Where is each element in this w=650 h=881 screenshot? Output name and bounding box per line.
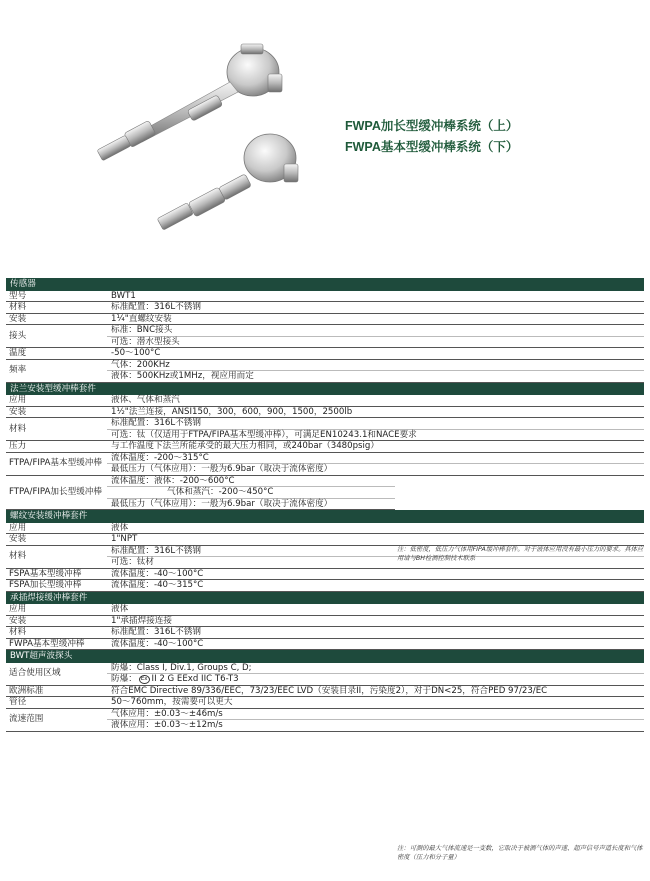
- table-row: [6, 627, 644, 639]
- row-label: 欧洲标准: [6, 686, 107, 698]
- row-value: 流体温度：-40～315°C: [107, 580, 644, 592]
- row-label: FWPA基本型缓冲棒: [6, 639, 107, 651]
- table-row: [6, 663, 644, 686]
- buffer-rod-illustration: [70, 30, 310, 245]
- row-label: FSPA加长型缓冲棒: [6, 580, 107, 592]
- caption-line-1: FWPA加长型缓冲棒系统（上）: [345, 119, 519, 133]
- row-label: 应用: [6, 604, 107, 616]
- section-header-flange: 法兰安装型缓冲棒套件: [6, 383, 644, 396]
- row-value: BWT1: [107, 291, 644, 303]
- bwt-note: 注：可测的最大气体流速是一变数，它取决于被测气体的声速、超声信号声道长度和气体密度（压力和分子量）: [397, 845, 643, 861]
- row-label: FTPA/FIPA基本型缓冲棒: [6, 453, 107, 476]
- table-row: [6, 616, 644, 628]
- row-value: 可选：钛材: [107, 557, 644, 569]
- table-row: [6, 534, 644, 546]
- ex-mark-icon: Ex: [140, 675, 148, 682]
- row-value: [107, 674, 644, 686]
- table-row: [6, 639, 644, 651]
- spec-table: [6, 278, 644, 732]
- table-row: [6, 360, 644, 383]
- row-value: 标准：BNC接头: [107, 325, 644, 337]
- section-header-thread: 螺纹安装缓冲棒套件: [6, 510, 644, 523]
- row-value: 流体温度：-40～100°C: [107, 569, 644, 581]
- row-value: 1"NPT: [107, 534, 644, 546]
- table-row: [6, 580, 644, 592]
- row-label: 安装: [6, 314, 107, 326]
- row-label: 材料: [6, 302, 107, 314]
- table-row: [6, 523, 644, 535]
- table-row: [6, 453, 644, 476]
- table-row: [6, 302, 644, 314]
- row-value: 标准配置：316L不锈钢: [107, 546, 644, 558]
- row-label: 流速范围: [6, 709, 107, 732]
- row-value: 气体和蒸汽：-200～450°C: [107, 487, 395, 499]
- table-row: [6, 441, 644, 453]
- row-value: 流体温度：液体：-200～600°C: [107, 476, 395, 488]
- table-row: [6, 604, 644, 616]
- flange-note: 注：低密度，低压力气体用FIPA缓冲棒套件。对于液体应用没有最小压力的要求。具体应用请与BH检测控制技术联系: [397, 546, 644, 562]
- row-label: 材料: [6, 627, 107, 639]
- row-value: 标准配置：316L不锈钢: [107, 627, 644, 639]
- row-label: FSPA基本型缓冲棒: [6, 569, 107, 581]
- table-row: [6, 697, 644, 709]
- row-label: 管径: [6, 697, 107, 709]
- row-label: FTPA/FIPA加长型缓冲棒: [6, 476, 107, 511]
- table-row: [6, 395, 644, 407]
- row-value: 符合EMC Directive 89/336/EEC，73/23/EEC LVD（安装目录II，污染度2），对于DN<25，符合PED 97/23/EC: [107, 686, 644, 698]
- row-value: 气体应用：±0.03～±46m/s: [107, 709, 644, 721]
- table-row: [6, 686, 644, 698]
- row-value: 1¼"直螺纹安装: [107, 314, 644, 326]
- row-value: 最低压力（气体应用）：一般为6.9bar（取决于流体密度）: [107, 464, 644, 476]
- section-header-sensor: 传感器: [6, 278, 644, 291]
- row-label: 型号: [6, 291, 107, 303]
- section-header-socket: 承插焊接缓冲棒套件: [6, 592, 644, 605]
- row-label: 安装: [6, 534, 107, 546]
- table-row: [6, 314, 644, 326]
- basic-buffer-rod: [157, 134, 298, 230]
- table-row: [6, 569, 644, 581]
- caption-line-2: FWPA基本型缓冲棒系统（下）: [345, 140, 519, 154]
- product-photo-area: [0, 0, 650, 270]
- row-value: -50～100°C: [107, 348, 644, 360]
- row-value: 标准配置：316L不锈钢: [107, 418, 644, 430]
- row-value: 可选：钛（仅适用于FTPA/FIPA基本型缓冲棒），可满足EN10243.1和NACE要求: [107, 430, 644, 442]
- row-value: 最低压力（气体应用）：一般为6.9bar（取决于流体密度）: [107, 499, 395, 511]
- row-value: 流体温度：-40～100°C: [107, 639, 644, 651]
- row-value: 液体: [107, 523, 644, 535]
- row-value: 与工作温度下法兰所能承受的最大压力相同，或240bar（3480psig）: [107, 441, 644, 453]
- row-label: 应用: [6, 395, 107, 407]
- section-header-bwt: BWT超声波探头: [6, 650, 644, 663]
- table-row: [6, 709, 644, 732]
- row-value: 1"承插焊接连接: [107, 616, 644, 628]
- row-value: 可选：潜水型接头: [107, 337, 644, 349]
- row-value: 气体：200KHz: [107, 360, 644, 372]
- row-label: 材料: [6, 546, 107, 569]
- row-value: 液体：500KHz或1MHz，视应用而定: [107, 371, 644, 383]
- table-row: [6, 407, 644, 419]
- row-label: 安装: [6, 616, 107, 628]
- row-value: 流体温度：-200～315°C: [107, 453, 644, 465]
- row-value: 标准配置：316L不锈钢: [107, 302, 644, 314]
- figure-caption: [345, 116, 518, 158]
- row-label: 温度: [6, 348, 107, 360]
- row-value: 液体、气体和蒸汽: [107, 395, 644, 407]
- row-value: 液体应用：±0.03～±12m/s: [107, 720, 644, 732]
- row-label: 应用: [6, 523, 107, 535]
- row-value: 防爆：Class I, Div.1, Groups C, D;: [107, 663, 644, 675]
- table-row: [6, 476, 644, 511]
- row-value-prefix: 防爆：: [111, 674, 137, 684]
- row-label: 材料: [6, 418, 107, 441]
- table-row: [6, 291, 644, 303]
- table-row: [6, 418, 644, 441]
- row-value: 50～760mm，按需要可以更大: [107, 697, 644, 709]
- row-label: 安装: [6, 407, 107, 419]
- row-value-suffix: II 2 G EExd IIC T6-T3: [151, 674, 239, 684]
- row-value: 液体: [107, 604, 644, 616]
- row-label: 适合使用区域: [6, 663, 107, 686]
- table-row: [6, 348, 644, 360]
- row-value: 1½"法兰连接，ANSI150，300，600，900，1500，2500lb: [107, 407, 644, 419]
- row-label: 压力: [6, 441, 107, 453]
- row-label: 频率: [6, 360, 107, 383]
- row-label: 接头: [6, 325, 107, 348]
- table-row: [6, 325, 644, 348]
